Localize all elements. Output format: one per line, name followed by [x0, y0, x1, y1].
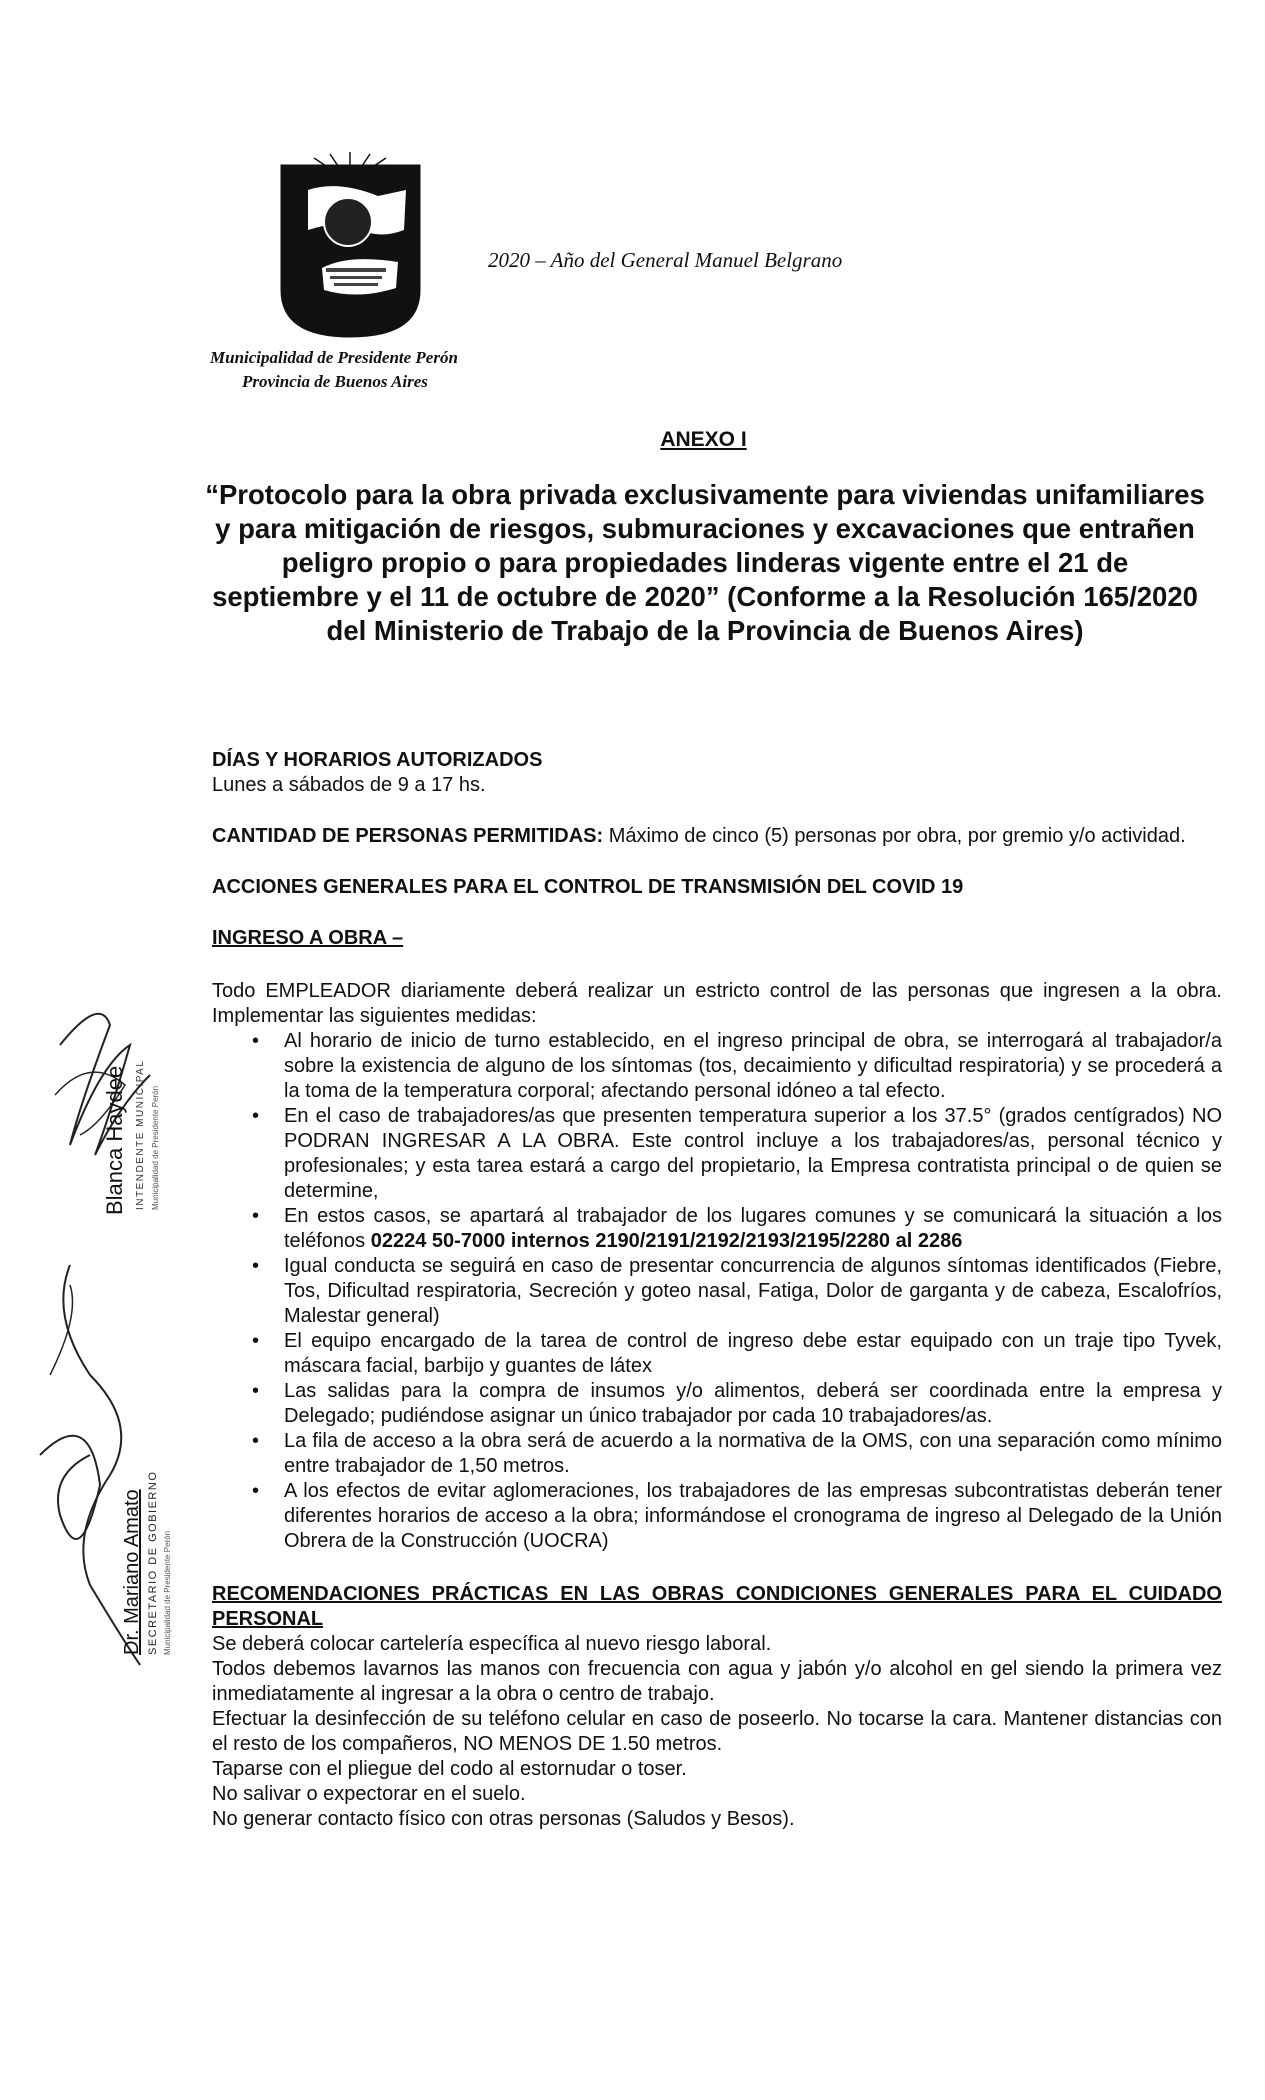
recommendation-line: Efectuar la desinfección de su teléfono celular en caso de poseerlo. No tocarse la cara. Mantener distancias con el resto de los compañeros, NO MENOS DE 1.50 metros. — [212, 1708, 1222, 1755]
stamp2-org-text: Municipalidad de Presidente Perón — [163, 1530, 172, 1655]
list-item: • Al horario de inicio de turno establecido, en el ingreso principal de obra, se interrogará al trabajador/a sobre la existencia de alguno de los síntomas (tos, decaimiento y dificultad respiratoria) y se procederá a la toma de la temperatura corporal; afectando personal idóneo a tal efecto. — [212, 1029, 1222, 1104]
people-heading: CANTIDAD DE PERSONAS PERMITIDAS: — [212, 825, 604, 847]
stamp2-role-text: SECRETARIO DE GOBIERNO — [147, 1470, 159, 1655]
list-item-phones — [212, 1204, 1222, 1254]
list-item: • A los efectos de evitar aglomeraciones, los trabajadores de las empresas subcontratistas deberán tener diferentes horarios de acceso a la obra; informándose el cronograma de ingreso al Delegado de la Unión Obrera de la Construcción (UOCRA) — [212, 1479, 1222, 1554]
signature-stamp-mayor — [40, 985, 175, 1220]
phone-numbers: 02224 50-7000 internos 2190/2191/2192/2193/2195/2280 al 2286 — [370, 1230, 963, 1252]
phone-text: En estos casos, se apartará al trabajador de los lugares comunes y se comunicará la situación a los teléfonos — [284, 1205, 1222, 1252]
schedule-text: Lunes a sábados de 9 a 17 hs. — [212, 774, 486, 796]
annex-label: ANEXO I — [660, 428, 747, 451]
municipality-line: Municipalidad de Presidente Perón — [210, 348, 458, 367]
stamp1-role-text: INTENDENTE MUNICIPAL — [135, 1059, 146, 1210]
list-item: • Igual conducta se seguirá en caso de presentar concurrencia de algunos síntomas identificados (Fiebre, Tos, Dificultad respiratoria, Secreción y goteo nasal, Fatiga, Dolor de garganta y de cabeza, Escalofríos, Malestar general) — [212, 1254, 1222, 1329]
signature-image — [40, 985, 175, 1220]
protocol-title: “Protocolo para la obra privada exclusivamente para viviendas unifamiliares y para mitigación de riesgos, submuraciones y excavaciones que entrañen peligro propio o para propiedades linderas vigente entre el 21 de septiembre y el 11 de octubre de 2020” (Conforme a la Resolución 165/2020 del Ministerio de Trabajo de la Provincia de Buenos Aires) — [205, 479, 1205, 646]
list-item: • Las salidas para la compra de insumos y/o alimentos, deberá ser coordinada entre la empresa y Delegado; pudiéndose asignar un único trabajador por cada 10 trabajadores/as. — [212, 1379, 1222, 1429]
recommendation-line: Taparse con el pliegue del codo al estornudar o toser. — [212, 1758, 687, 1780]
recommendation-line: Todos debemos lavarnos las manos con frecuencia con agua y jabón y/o alcohol en gel siendo la primera vez inmediatamente al ingresar a la obra o centro de trabajo. — [212, 1658, 1222, 1705]
municipality-name — [210, 346, 458, 394]
actions-heading: ACCIONES GENERALES PARA EL CONTROL DE TRANSMISIÓN DEL COVID 19 — [212, 876, 964, 898]
list-item: • En el caso de trabajadores/as que presenten temperatura superior a los 37.5° (grados centígrados) NO PODRAN INGRESAR A LA OBRA. Este control incluye a los trabajadores/as, personal técnico y profesionales; y esta tarea estará a cargo del propietario, la Empresa contratista principal o de quien se determine, — [212, 1104, 1222, 1204]
annex-heading — [0, 428, 1265, 452]
signature-stamp-secretary — [30, 1255, 180, 1675]
stamp1-org-text: Municipalidad de Presidente Perón — [151, 1085, 160, 1210]
signature-image — [30, 1255, 180, 1675]
entry-heading: INGRESO A OBRA – — [212, 927, 404, 949]
stamp1-name-text: Blanca Haydee — [102, 1065, 127, 1215]
document-body — [212, 748, 1222, 1832]
entry-measures-list — [212, 1029, 1222, 1554]
schedule-heading: DÍAS Y HORARIOS AUTORIZADOS — [212, 749, 543, 771]
year-motto: 2020 – Año del General Manuel Belgrano — [488, 248, 843, 272]
recommendations-heading: RECOMENDACIONES PRÁCTICAS EN LAS OBRAS CONDICIONES GENERALES PARA EL CUIDADO PERSONAL — [212, 1583, 1222, 1630]
people-text: Máximo de cinco (5) personas por obra, por gremio y/o actividad. — [603, 825, 1186, 847]
recommendation-line: Se deberá colocar cartelería específica al nuevo riesgo laboral. — [212, 1633, 772, 1655]
recommendation-line: No generar contacto físico con otras personas (Saludos y Besos). — [212, 1808, 795, 1830]
province-line: Provincia de Buenos Aires — [242, 372, 428, 391]
stamp2-name-text: Dr. Mariano Amato — [121, 1489, 143, 1655]
list-item: • La fila de acceso a la obra será de acuerdo a la normativa de la OMS, con una separación como mínimo entre trabajador de 1,50 metros. — [212, 1429, 1222, 1479]
entry-intro: Todo EMPLEADOR diariamente deberá realizar un estricto control de las personas que ingresen a la obra. Implementar las siguientes medidas: — [212, 980, 1222, 1027]
municipal-coat-of-arms-icon — [278, 150, 423, 340]
recommendation-line: No salivar o expectorar en el suelo. — [212, 1783, 526, 1805]
people-paragraph — [212, 824, 1222, 849]
list-item: • El equipo encargado de la tarea de control de ingreso debe estar equipado con un traje tipo Tyvek, máscara facial, barbijo y guantes de látex — [212, 1329, 1222, 1379]
